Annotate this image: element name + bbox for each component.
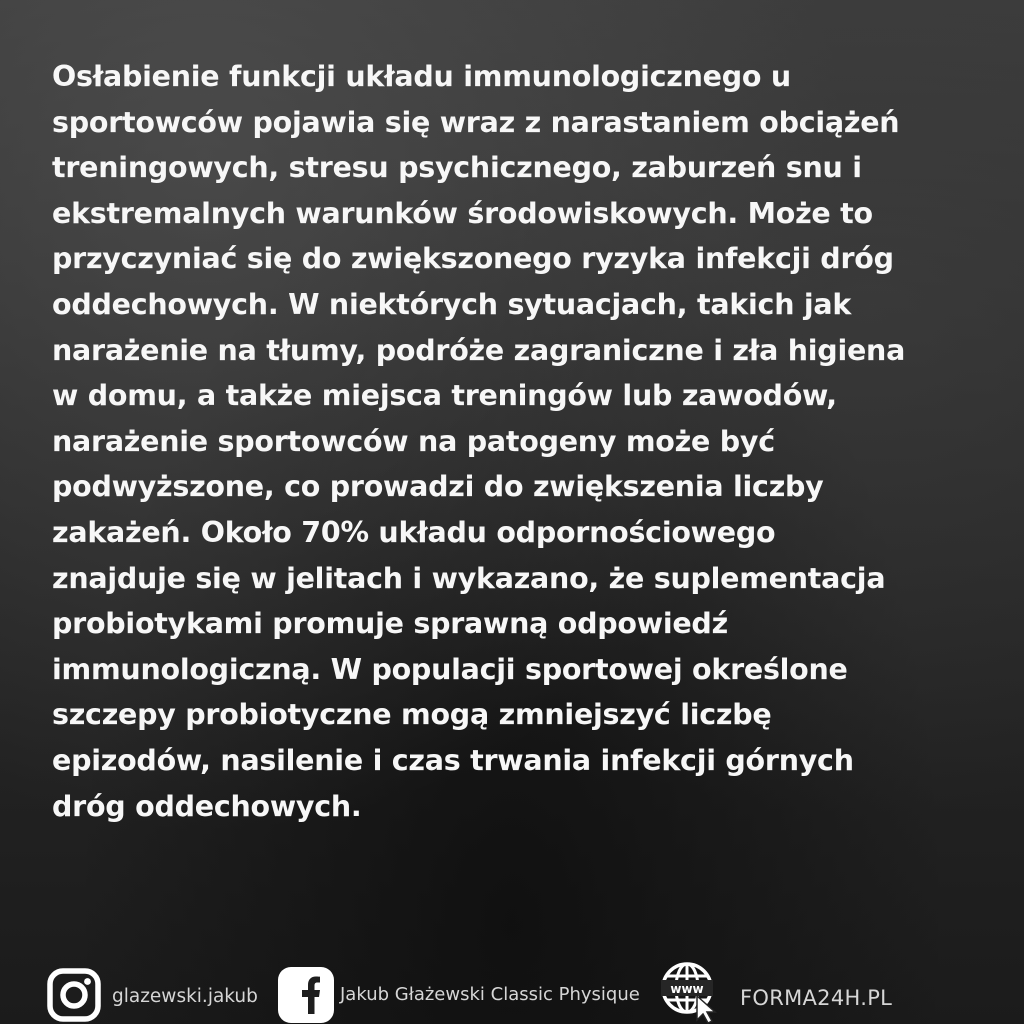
facebook-icon[interactable] xyxy=(277,966,335,1024)
text-line: podwyższone, co prowadzi do zwiększenia liczby xyxy=(52,470,824,504)
main-text xyxy=(52,54,982,829)
text-line: oddechowych. W niektórych sytuacjach, takich jak xyxy=(52,287,852,321)
instagram-handle[interactable]: glazewski.jakub xyxy=(112,986,258,1007)
text-line: epizodów, nasilenie i czas trwania infekcji górnych xyxy=(52,743,854,777)
facebook-name[interactable]: Jakub Głażewski Classic Physique xyxy=(340,984,640,1005)
footer xyxy=(0,958,1024,1024)
website-icon[interactable] xyxy=(659,960,725,1024)
text-line: ekstremalnych warunków środowiskowych. Może to xyxy=(52,196,873,230)
text-line: narażenie sportowców na patogeny może być xyxy=(52,424,775,458)
www-label: www xyxy=(670,982,704,996)
text-line: treningowych, stresu psychicznego, zaburzeń snu i xyxy=(52,151,862,185)
website-link[interactable]: FORMA24H.PL xyxy=(740,986,893,1010)
text-line: Osłabienie funkcji układu immunologicznego u xyxy=(52,60,791,93)
text-line: immunologiczną. W populacji sportowej określone xyxy=(52,652,848,686)
text-line: narażenie na tłumy, podróże zagraniczne i zła higiena xyxy=(52,333,906,367)
text-line: dróg oddechowych. xyxy=(52,789,362,823)
text-line: przyczyniać się do zwiększonego ryzyka infekcji dróg xyxy=(52,242,894,276)
text-line: probiotykami promuje sprawną odpowiedź xyxy=(52,607,728,641)
text-line: zakażeń. Około 70% układu odpornościowego xyxy=(52,515,776,549)
text-line: sportowców pojawia się wraz z narastaniem obciążeń xyxy=(52,105,900,139)
text-line: znajduje się w jelitach i wykazano, że suplementacja xyxy=(52,561,886,595)
text-line: szczepy probiotyczne mogą zmniejszyć liczbę xyxy=(52,698,772,732)
instagram-icon[interactable] xyxy=(47,968,101,1022)
text-line: w domu, a także miejsca treningów lub zawodów, xyxy=(52,379,837,413)
